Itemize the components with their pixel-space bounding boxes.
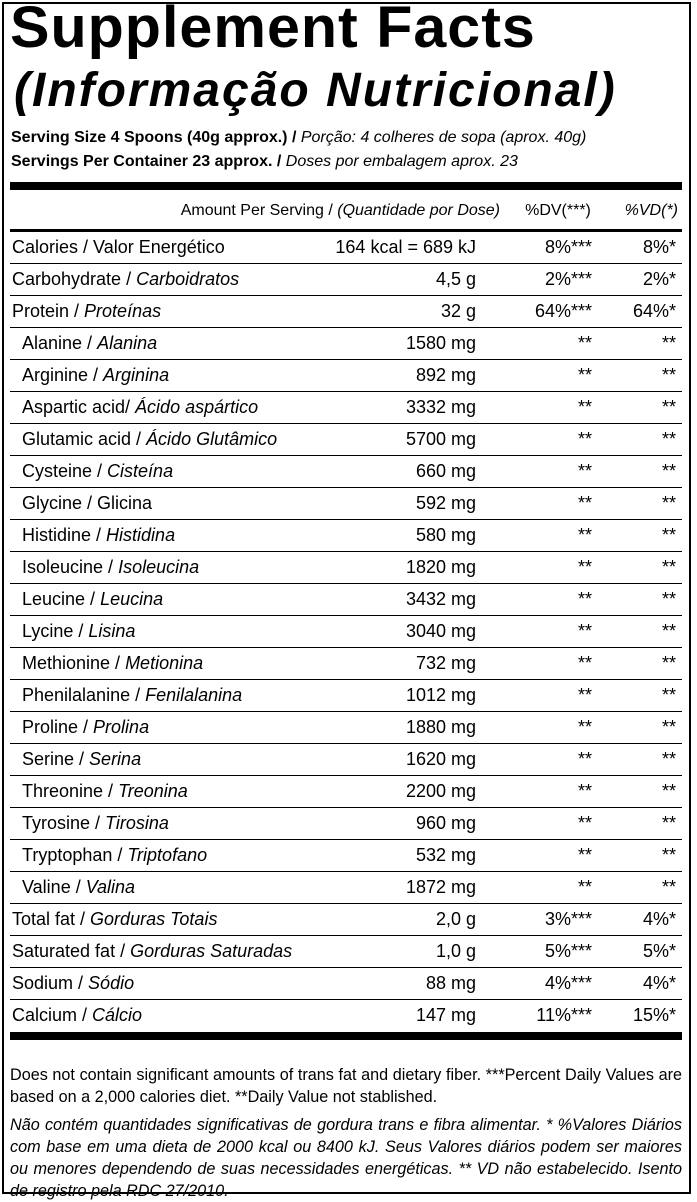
table-row <box>10 520 682 552</box>
nutrient-name <box>22 328 157 359</box>
nutrient-amount: 1,0 g <box>435 941 476 961</box>
nutrient-dv: 11%*** <box>536 1005 592 1025</box>
nutrient-vd: ** <box>661 813 676 833</box>
nutrient-vd: ** <box>661 781 676 801</box>
nutrient-amount: 32 g <box>440 301 476 321</box>
nutrient-amount: 960 mg <box>415 813 476 833</box>
nutrient-amount: 1620 mg <box>405 749 476 769</box>
label-title: Supplement Facts <box>10 0 536 60</box>
nutrient-name <box>12 904 217 935</box>
servings-count-pt: Doses por embalagem aprox. 23 <box>285 153 518 170</box>
nutrient-name <box>12 968 134 999</box>
serving-size-pt: Porção: 4 colheres de sopa (aprox. 40g) <box>300 129 587 146</box>
nutrient-name-en: Serine / <box>22 749 90 769</box>
nutrient-name <box>22 648 203 679</box>
nutrient-amount: 1012 mg <box>405 685 476 705</box>
nutrient-dv: 2%*** <box>544 269 592 289</box>
nutrient-vd: ** <box>661 877 676 897</box>
table-row <box>10 232 682 264</box>
nutrient-amount: 4,5 g <box>435 269 476 289</box>
nutrient-amount: 1580 mg <box>405 333 476 353</box>
nutrient-dv: ** <box>577 461 592 481</box>
nutrient-name-pt: Carboidratos <box>136 269 240 289</box>
nutrient-name-pt: Cisteína <box>107 461 174 481</box>
nutrient-name-pt: Ácido aspártico <box>135 397 259 417</box>
nutrient-name-en: Phenilalanine / <box>22 685 146 705</box>
nutrient-name-en: Sodium / <box>12 973 89 993</box>
serving-size-en: Serving Size 4 Spoons (40g approx.) / <box>11 129 297 146</box>
footnote-english: Does not contain significant amounts of trans fat and dietary fiber. ***Percent Daily Values are based on a 2,000 calories diet. **Daily Value not stablished. <box>10 1066 682 1107</box>
nutrient-name <box>22 840 207 871</box>
table-row <box>10 872 682 904</box>
nutrient-name-pt: Gorduras Totais <box>90 909 218 929</box>
nutrient-name <box>22 520 175 551</box>
nutrient-name-pt: Proteínas <box>84 301 162 321</box>
nutrient-dv: ** <box>577 813 592 833</box>
nutrient-amount: 580 mg <box>415 525 476 545</box>
top-divider <box>10 182 682 190</box>
nutrient-name-pt: Metionina <box>125 653 204 673</box>
nutrient-dv: ** <box>577 397 592 417</box>
nutrient-amount: 1872 mg <box>405 877 476 897</box>
nutrient-name-pt: Gorduras Saturadas <box>130 941 293 961</box>
nutrient-name <box>22 424 277 455</box>
nutrient-name <box>12 1000 142 1031</box>
nutrient-dv: ** <box>577 333 592 353</box>
nutrient-name-en: Glutamic acid / <box>22 429 147 449</box>
table-row <box>10 392 682 424</box>
nutrient-name-pt: Cálcio <box>92 1005 143 1025</box>
nutrient-vd: ** <box>661 621 676 641</box>
table-row <box>10 776 682 808</box>
nutrient-vd: ** <box>661 653 676 673</box>
nutrient-amount: 1820 mg <box>405 557 476 577</box>
nutrient-name-pt: Isoleucina <box>118 557 200 577</box>
nutrient-name-pt: Ácido Glutâmico <box>146 429 278 449</box>
nutrient-name <box>22 808 169 839</box>
footnote-portuguese: Não contém quantidades significativas de gordura trans e fibra alimentar. * %Valores Diários com base em uma dieta de 2000 kcal ou 8400 kJ. Seus Valores diários podem ser maiores ou menores dependendo de suas necessidades energéticas. ** VD não estabelecido. Isento de registro pela RDC 27/2010. <box>10 1116 682 1201</box>
nutrient-name-pt: Fenilalanina <box>145 685 243 705</box>
nutrient-name-en: Aspartic acid/ <box>22 397 136 417</box>
nutrient-vd: ** <box>661 365 676 385</box>
nutrient-dv: ** <box>577 845 592 865</box>
nutrient-vd: ** <box>661 749 676 769</box>
nutrient-name-pt: Treonina <box>118 781 188 801</box>
nutrient-name-pt: Lisina <box>88 621 136 641</box>
nutrient-amount: 660 mg <box>415 461 476 481</box>
nutrient-vd: 2%* <box>642 269 676 289</box>
nutrient-name-en: Glycine / Glicina <box>22 493 153 513</box>
nutrient-dv: ** <box>577 717 592 737</box>
serving-size <box>11 128 586 148</box>
nutrient-name <box>22 776 188 807</box>
nutrient-name-en: Isoleucine / <box>22 557 119 577</box>
nutrient-vd: 15%* <box>632 1005 676 1025</box>
nutrient-name <box>22 456 173 487</box>
nutrient-dv: 3%*** <box>544 909 592 929</box>
nutrient-name-en: Leucine / <box>22 589 101 609</box>
table-header <box>10 196 682 226</box>
nutrient-amount: 3332 mg <box>405 397 476 417</box>
nutrient-name <box>22 872 135 903</box>
table-row <box>10 264 682 296</box>
nutrient-vd: 8%* <box>642 237 676 257</box>
nutrient-name-en: Threonine / <box>22 781 119 801</box>
nutrient-amount: 2200 mg <box>405 781 476 801</box>
nutrient-name-en: Saturated fat / <box>12 941 131 961</box>
table-row <box>10 456 682 488</box>
nutrient-name-pt: Arginina <box>103 365 170 385</box>
nutrient-vd: ** <box>661 717 676 737</box>
nutrient-name-en: Valine / <box>22 877 86 897</box>
nutrient-amount: 5700 mg <box>405 429 476 449</box>
nutrient-dv: ** <box>577 781 592 801</box>
nutrient-name <box>22 360 169 391</box>
nutrient-name-en: Alanine / <box>22 333 98 353</box>
nutrient-name <box>12 296 161 327</box>
nutrient-dv: ** <box>577 877 592 897</box>
nutrient-name <box>12 936 292 967</box>
nutrient-name-en: Total fat / <box>12 909 91 929</box>
nutrient-name-en: Arginine / <box>22 365 104 385</box>
table-row <box>10 744 682 776</box>
nutrient-vd: ** <box>661 461 676 481</box>
nutrient-amount: 88 mg <box>425 973 476 993</box>
nutrient-vd: 5%* <box>642 941 676 961</box>
servings-count-en: Servings Per Container 23 approx. / <box>11 153 282 170</box>
nutrient-name-en: Tyrosine / <box>22 813 106 833</box>
nutrient-vd: ** <box>661 397 676 417</box>
nutrient-name-en: Tryptophan / <box>22 845 128 865</box>
nutrient-amount: 1880 mg <box>405 717 476 737</box>
table-row <box>10 360 682 392</box>
table-row <box>10 552 682 584</box>
bottom-divider <box>10 1032 682 1040</box>
nutrient-vd: ** <box>661 333 676 353</box>
nutrient-table <box>10 232 682 1032</box>
nutrient-name-pt: Tirosina <box>105 813 169 833</box>
nutrient-dv: 64%*** <box>534 301 592 321</box>
nutrient-vd: ** <box>661 845 676 865</box>
nutrient-amount: 592 mg <box>415 493 476 513</box>
nutrient-dv: ** <box>577 685 592 705</box>
table-row <box>10 904 682 936</box>
nutrient-dv: ** <box>577 525 592 545</box>
nutrient-name-en: Histidine / <box>22 525 107 545</box>
label-subtitle: (Informação Nutricional) <box>14 64 617 117</box>
table-row <box>10 712 682 744</box>
nutrient-vd: ** <box>661 525 676 545</box>
nutrient-name-pt: Alanina <box>97 333 158 353</box>
nutrient-name-en: Calcium / <box>12 1005 93 1025</box>
nutrient-amount: 732 mg <box>415 653 476 673</box>
nutrient-name-pt: Sódio <box>88 973 135 993</box>
nutrient-name-pt: Leucina <box>100 589 164 609</box>
dv-header-en: %DV(***) <box>525 202 591 219</box>
nutrient-dv: 4%*** <box>544 973 592 993</box>
amount-per-serving-header: Amount Per Serving / (Quantidade por Dose) <box>180 202 500 219</box>
nutrient-name <box>22 552 199 583</box>
nutrient-dv: ** <box>577 589 592 609</box>
nutrient-amount: 2,0 g <box>435 909 476 929</box>
servings-per-container <box>11 152 518 172</box>
table-row <box>10 328 682 360</box>
nutrient-dv: ** <box>577 493 592 513</box>
nutrient-name <box>22 488 152 519</box>
nutrient-name <box>22 712 149 743</box>
nutrient-name <box>22 616 135 647</box>
nutrient-name-en: Carbohydrate / <box>12 269 137 289</box>
table-row <box>10 488 682 520</box>
nutrient-name <box>22 584 163 615</box>
table-row <box>10 424 682 456</box>
nutrient-name-en: Calories / Valor Energético <box>12 237 225 257</box>
table-row <box>10 584 682 616</box>
nutrient-amount: 3432 mg <box>405 589 476 609</box>
table-row <box>10 296 682 328</box>
nutrient-name <box>22 680 242 711</box>
nutrient-name <box>22 392 258 423</box>
nutrient-amount: 147 mg <box>415 1005 476 1025</box>
nutrient-name-en: Cysteine / <box>22 461 108 481</box>
nutrient-amount: 532 mg <box>415 845 476 865</box>
nutrient-dv: ** <box>577 429 592 449</box>
table-row <box>10 680 682 712</box>
nutrient-name-en: Lycine / <box>22 621 89 641</box>
nutrient-amount: 3040 mg <box>405 621 476 641</box>
nutrient-name-en: Protein / <box>12 301 85 321</box>
nutrient-vd: ** <box>661 557 676 577</box>
nutrient-dv: ** <box>577 365 592 385</box>
nutrient-dv: ** <box>577 621 592 641</box>
nutrient-name <box>12 264 239 295</box>
nutrient-vd: ** <box>661 429 676 449</box>
nutrient-name <box>12 232 225 263</box>
nutrient-name <box>22 744 141 775</box>
nutrient-amount: 164 kcal = 689 kJ <box>335 237 476 257</box>
nutrient-name-pt: Serina <box>89 749 142 769</box>
nutrient-vd: ** <box>661 589 676 609</box>
nutrient-name-pt: Prolina <box>93 717 150 737</box>
dv-header-pt: %VD(*) <box>624 202 678 219</box>
table-row <box>10 808 682 840</box>
nutrient-amount: 892 mg <box>415 365 476 385</box>
table-row <box>10 936 682 968</box>
nutrient-dv: ** <box>577 749 592 769</box>
nutrient-dv: ** <box>577 653 592 673</box>
table-row <box>10 616 682 648</box>
nutrient-vd: 4%* <box>642 909 676 929</box>
table-row <box>10 840 682 872</box>
nutrient-vd: ** <box>661 493 676 513</box>
nutrient-name-en: Proline / <box>22 717 94 737</box>
nutrient-vd: 64%* <box>632 301 676 321</box>
table-row <box>10 648 682 680</box>
nutrient-dv: 8%*** <box>544 237 592 257</box>
nutrient-name-pt: Histidina <box>106 525 176 545</box>
nutrient-dv: 5%*** <box>544 941 592 961</box>
nutrient-vd: ** <box>661 685 676 705</box>
table-row <box>10 1000 682 1032</box>
table-row <box>10 968 682 1000</box>
nutrient-dv: ** <box>577 557 592 577</box>
nutrient-name-pt: Valina <box>85 877 136 897</box>
nutrient-name-en: Methionine / <box>22 653 126 673</box>
nutrient-name-pt: Triptofano <box>127 845 208 865</box>
nutrient-vd: 4%* <box>642 973 676 993</box>
